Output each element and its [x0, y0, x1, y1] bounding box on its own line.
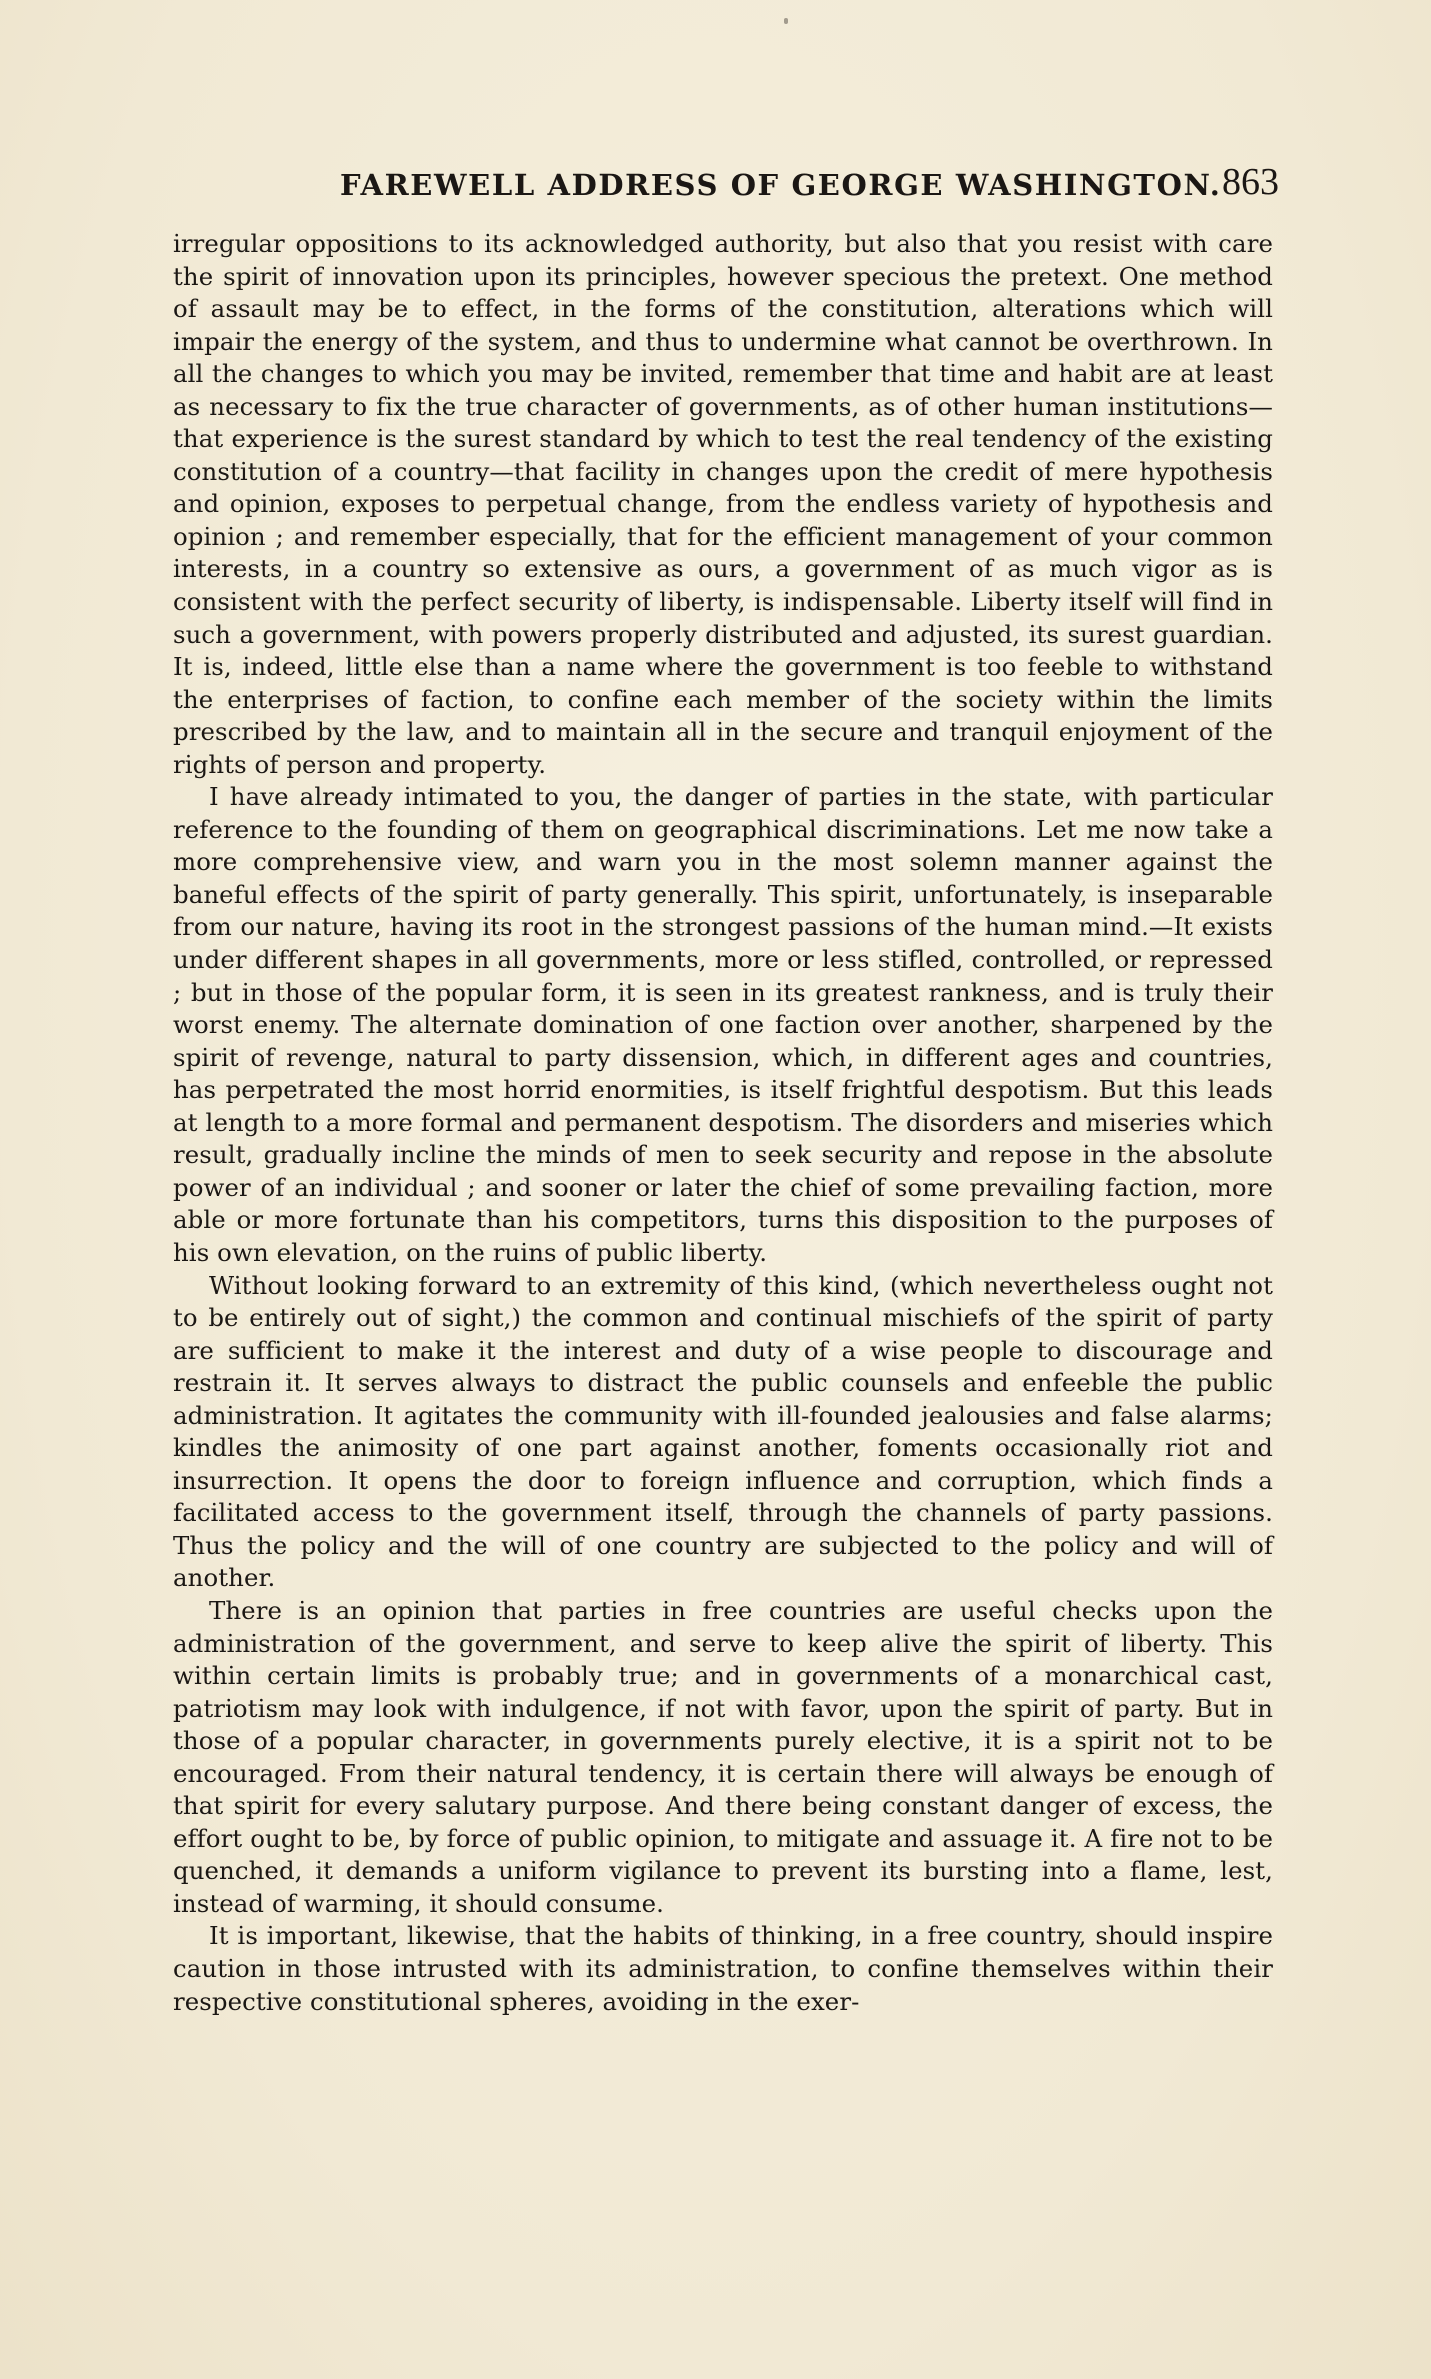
- print-speck: [784, 18, 788, 24]
- running-title: FAREWELL ADDRESS OF GEORGE WASHINGTON.: [340, 168, 1222, 202]
- paragraph-3: Without looking forward to an extremity of this kind, (which nevertheless ought not to be entirely out of sight,) the common and continual mischiefs of the spirit of party are sufficient to make it the interest and duty of a wise people to discourage and restrain it. It serves always to distract the public counsels and enfeeble the public administration. It agitates the community with ill-founded jealousies and false alarms; kindles the animosity of one part against another, foments occasionally riot and insurrection. It opens the door to foreign influence and corruption, which finds a facilitated access to the government itself, through the channels of party passions. Thus the policy and the will of one country are subjected to the policy and will of another.: [173, 1270, 1273, 1593]
- paragraph-5: It is important, likewise, that the habits of thinking, in a free country, should inspire caution in those intrusted with its administration, to confine themselves within their respective constitutional spheres, avoiding in the exer-: [173, 1921, 1273, 2016]
- paragraph-4: There is an opinion that parties in free countries are useful checks upon the administration of the government, and serve to keep alive the spirit of liberty. This within certain limits is probably true; and in governments of a monarchical cast, patriotism may look with indulgence, if not with favor, upon the spirit of party. But in those of a popular character, in governments purely elective, it is a spirit not to be encouraged. From their natural tendency, it is certain there will always be enough of that spirit for every salutary purpose. And there being constant danger of excess, the effort ought to be, by force of public opinion, to mitigate and assuage it. A fire not to be quenched, it demands a uniform vigilance to prevent its bursting into a flame, lest, instead of warming, it should consume.: [173, 1595, 1273, 1918]
- body-text: [173, 228, 1273, 2018]
- page-header: [170, 158, 1285, 214]
- page-number: 863: [1222, 161, 1279, 203]
- paragraph-2: I have already intimated to you, the danger of parties in the state, with particular reference to the founding of them on geographical discriminations. Let me now take a more comprehensive view, and warn you in the most solemn manner against the baneful effects of the spirit of party generally. This spirit, unfortunately, is inseparable from our nature, having its root in the strongest passions of the human mind.—It exists under different shapes in all governments, more or less stifled, controlled, or repressed ; but in those of the popular form, it is seen in its greatest rankness, and is truly their worst enemy. The alternate domination of one faction over another, sharpened by the spirit of revenge, natural to party dissension, which, in different ages and countries, has perpetrated the most horrid enormities, is itself frightful despotism. But this leads at length to a more formal and permanent despotism. The disorders and miseries which result, gradually incline the minds of men to seek security and repose in the absolute power of an individual ; and sooner or later the chief of some prevailing faction, more able or more fortunate than his competitors, turns this disposition to the purposes of his own elevation, on the ruins of public liberty.: [173, 782, 1273, 1267]
- paragraph-1: irregular oppositions to its acknowledged authority, but also that you resist with care the spirit of innovation upon its principles, however specious the pretext. One method of assault may be to effect, in the forms of the constitution, alterations which will impair the energy of the system, and thus to undermine what cannot be overthrown. In all the changes to which you may be invited, remember that time and habit are at least as necessary to fix the true character of governments, as of other human institutions—that experience is the surest standard by which to test the real tendency of the existing constitution of a country—that facility in changes upon the credit of mere hypothesis and opinion, exposes to perpetual change, from the endless variety of hypothesis and opinion ; and remember especially, that for the efficient management of your common interests, in a country so extensive as ours, a government of as much vigor as is consistent with the perfect security of liberty, is indispensable. Liberty itself will find in such a government, with powers properly distributed and adjusted, its surest guardian. It is, indeed, little else than a name where the government is too feeble to withstand the enterprises of faction, to confine each member of the society within the limits prescribed by the law, and to maintain all in the secure and tranquil enjoyment of the rights of person and property.: [173, 229, 1273, 779]
